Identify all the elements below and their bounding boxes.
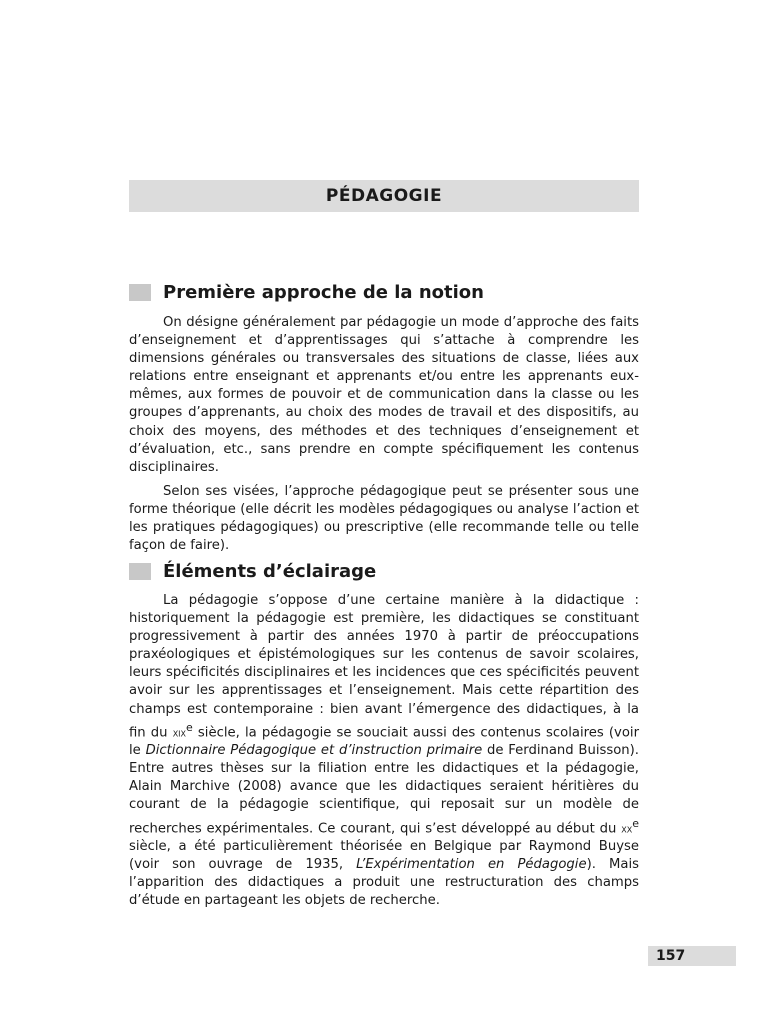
paragraph-text: ). Mais l’apparition des didactiques a produit une restructuration des champs d’étude en partageant les objets de recherche. bbox=[129, 857, 639, 909]
paragraph: Selon ses visées, l’approche pédagogique peut se présenter sous une forme théorique (elle décrit les modèles pédagogiques ou analyse l’action et les pratiques pédagogiques) ou prescriptive (elle recommande telle ou telle façon de faire). bbox=[129, 483, 639, 554]
page-number: 157 bbox=[656, 948, 686, 964]
paragraph-text: siècle, la pédagogie se souciait aussi des contenus scolaires (voir le bbox=[129, 725, 640, 759]
section-title: Première approche de la notion bbox=[163, 282, 484, 303]
paragraph-text: La pédagogie s’oppose d’une certaine manière à la didactique : historiquement la pédagogie est première, les didactiques se constituant progressivement à partir des années 1970 à partir de préoccupations praxéologiques et épistémologiques sur les contenus de savoir scolaires, leurs spécificités disciplinaires et les incidences que ces spécificités peuvent avoir sur les apprentissages et l’enseignement. Mais cette répartition des champs est contemporaine : bien avant l’émergence des didactiques, à la fin du bbox=[129, 593, 639, 741]
book-title: L’Expérimentation en Pédagogie bbox=[356, 857, 587, 873]
paragraph bbox=[129, 592, 639, 910]
century-numeral: xix bbox=[172, 725, 187, 740]
page-title-bar bbox=[129, 180, 639, 212]
paragraph-text: siècle, a été particulièrement théorisée en Belgique par Raymond Buyse (voir son ouvrage de 1935, bbox=[129, 839, 639, 873]
superscript: e bbox=[632, 816, 639, 830]
section-square-marker bbox=[129, 284, 151, 301]
book-title: Dictionnaire Pédagogique et d’instruction primaire bbox=[145, 743, 483, 759]
page-number-box bbox=[648, 946, 736, 966]
section-heading-eclairage bbox=[129, 561, 376, 582]
page-title: PÉDAGOGIE bbox=[325, 186, 443, 206]
section-heading-approche bbox=[129, 282, 484, 303]
section-title: Éléments d’éclairage bbox=[163, 561, 377, 582]
section-body-eclairage bbox=[129, 592, 639, 910]
superscript: e bbox=[186, 720, 193, 734]
century-numeral: xx bbox=[621, 820, 633, 835]
paragraph-text: de Ferdinand Buisson). Entre autres thèses sur la filiation entre les didactiques et la pédagogie, Alain Marchive (2008) avance que les didactiques seraient héritières du courant de la pédagogie scientifique, qui reposait sur un modèle de recherches expérimentales. Ce courant, qui s’est développé au début du bbox=[129, 743, 639, 836]
section-square-marker bbox=[129, 563, 151, 580]
section-body-approche bbox=[129, 314, 639, 555]
paragraph: On désigne généralement par pédagogie un mode d’approche des faits d’enseignement et d’apprentissages qui s’attache à comprendre les dimensions générales ou transversales des situations de classe, liées aux relations entre enseignant et apprenants et/ou entre les apprenants eux-mêmes, aux formes de pouvoir et de communication dans la classe ou les groupes d’apprenants, au choix des modes de travail et des dispositifs, au choix des moyens, des méthodes et des techniques d’enseignement et d’évaluation, etc., sans prendre en compte spécifiquement les contenus disciplinaires. bbox=[129, 315, 639, 475]
